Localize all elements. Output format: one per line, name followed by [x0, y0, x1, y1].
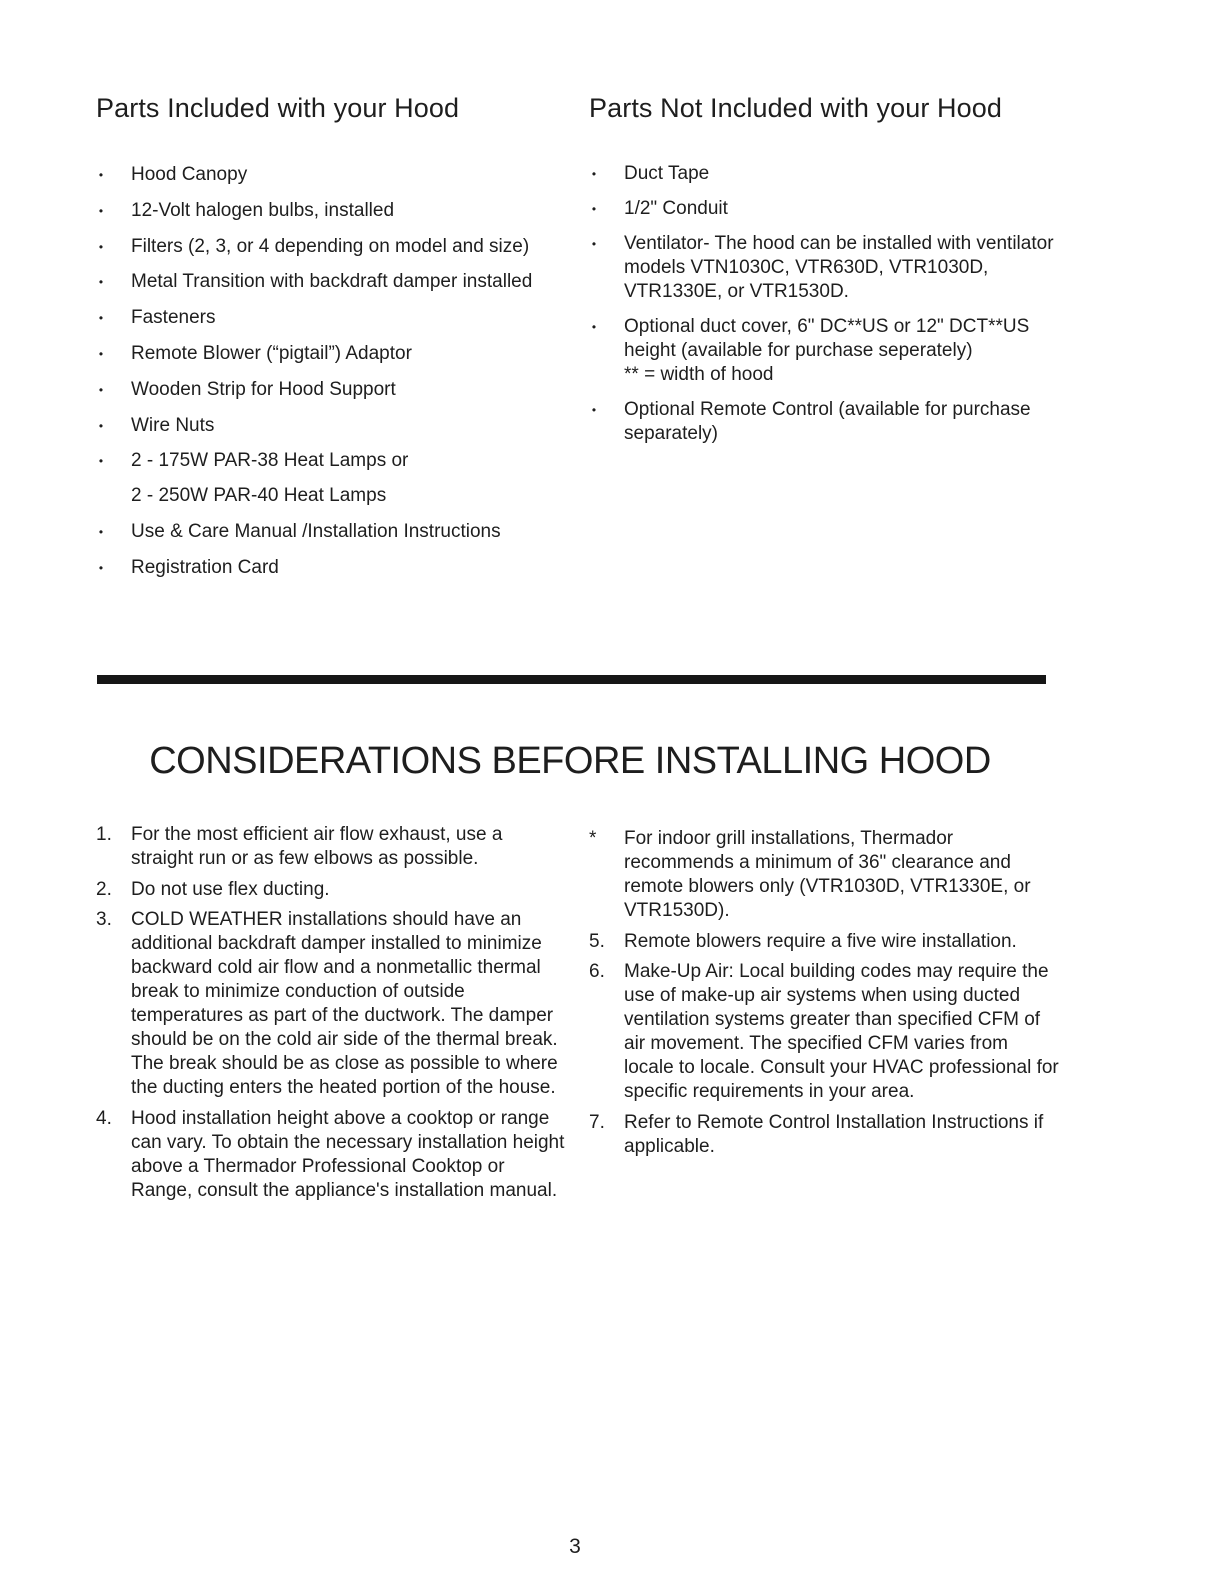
numbered-item: 6. Make-Up Air: Local building codes may require the use of make-up air systems when using ducted ventilation systems greater than specified CFM of air movement. The specified CFM varies from locale to locale. Consult your HVAC professional for specific requirements in your area.	[589, 961, 1059, 1102]
list-item: • Duct Tape	[589, 162, 1059, 186]
list-item: • Wire Nuts	[96, 414, 566, 438]
bullet-icon: •	[98, 203, 104, 218]
list-item: • Optional Remote Control (available for purchase separately)	[589, 398, 1059, 446]
bullet-icon: •	[98, 418, 104, 433]
bullet-icon: •	[591, 403, 597, 417]
bullet-icon: •	[591, 237, 597, 251]
numbered-item: 3. COLD WEATHER installations should have an additional backdraft damper installed to minimize backward cold air flow and a nonmetallic thermal break to minimize conduction of outside temperatures as part of the ductwork. The damper should be on the cold air side of the thermal break. The break should be as close as possible to where the ducting enters the heated portion of the house.	[96, 909, 558, 1098]
item-number: 3.	[96, 909, 112, 930]
list-item: • Remote Blower (“pigtail”) Adaptor	[96, 342, 566, 366]
parts-not-included-heading: Parts Not Included with your Hood	[589, 93, 1003, 123]
numbered-item: 5. Remote blowers require a five wire installation.	[589, 930, 1017, 952]
item-number: 7.	[589, 1111, 605, 1133]
list-item: • Hood Canopy	[96, 163, 566, 187]
bullet-icon: •	[98, 525, 104, 540]
bullet-icon: •	[591, 167, 597, 181]
parts-not-included-list	[589, 162, 1059, 457]
list-item: • 1/2" Conduit	[589, 197, 1059, 221]
item-number: 5.	[589, 930, 605, 952]
bullet-icon: •	[98, 346, 104, 361]
list-item-continuation: 2 - 250W PAR-40 Heat Lamps	[131, 485, 387, 507]
list-item: • Registration Card	[96, 556, 566, 580]
bullet-icon: •	[98, 239, 104, 254]
bullet-icon: •	[98, 168, 104, 182]
bullet-icon: •	[98, 454, 104, 469]
list-item: • Wooden Strip for Hood Support	[96, 378, 566, 402]
considerations-right-list	[589, 827, 1059, 1165]
duct-cover-note: ** = width of hood	[624, 364, 774, 385]
list-item: • Fasteners	[96, 306, 566, 330]
numbered-item: 4. Hood installation height above a cooktop or range can vary. To obtain the necessary installation height above a Thermador Professional Cooktop or Range, consult the appliance's installation manual.	[96, 1107, 565, 1201]
item-number: 2.	[96, 878, 112, 900]
page-number: 3	[569, 1535, 581, 1558]
section-divider	[97, 675, 1046, 684]
list-item: • 2 - 175W PAR-38 Heat Lamps or	[96, 449, 566, 473]
bullet-icon: •	[98, 560, 104, 575]
list-item: • Use & Care Manual /Installation Instructions	[96, 520, 566, 544]
bullet-icon: •	[98, 275, 104, 290]
bullet-icon: •	[591, 202, 597, 216]
list-item: • 12-Volt halogen bulbs, installed	[96, 199, 566, 223]
numbered-item: * For indoor grill installations, Thermador recommends a minimum of 36" clearance and remote blowers only (VTR1030D, VTR1330E, or VTR1530D).	[589, 828, 1031, 921]
list-item: • Metal Transition with backdraft damper installed	[96, 270, 566, 294]
list-item: • Ventilator- The hood can be installed with ventilator models VTN1030C, VTR630D, VTR1030D, VTR1330E, or VTR1530D.	[589, 232, 1059, 304]
bullet-icon: •	[98, 382, 104, 397]
bullet-icon: •	[98, 311, 104, 326]
asterisk-marker: *	[589, 828, 597, 849]
section-title: CONSIDERATIONS BEFORE INSTALLING HOOD	[149, 740, 991, 782]
list-item: • Filters (2, 3, or 4 depending on model and size)	[96, 235, 566, 259]
item-number: 6.	[589, 961, 605, 982]
item-number: 4.	[96, 1107, 112, 1129]
list-item: • Optional duct cover, 6" DC**US or 12" DCT**US height (available for purchase seperately) ** = width of hood	[589, 315, 1059, 387]
considerations-left-list	[96, 823, 566, 1209]
numbered-item: 7. Refer to Remote Control Installation Instructions if applicable.	[589, 1111, 1044, 1157]
item-number: 1.	[96, 824, 112, 845]
numbered-item: 1. For the most efficient air flow exhaust, use a straight run or as few elbows as possible.	[96, 824, 503, 869]
bullet-icon: •	[591, 320, 597, 334]
numbered-item: 2. Do not use flex ducting.	[96, 878, 330, 900]
parts-included-heading: Parts Included with your Hood	[96, 93, 460, 123]
parts-included-list	[96, 163, 566, 592]
